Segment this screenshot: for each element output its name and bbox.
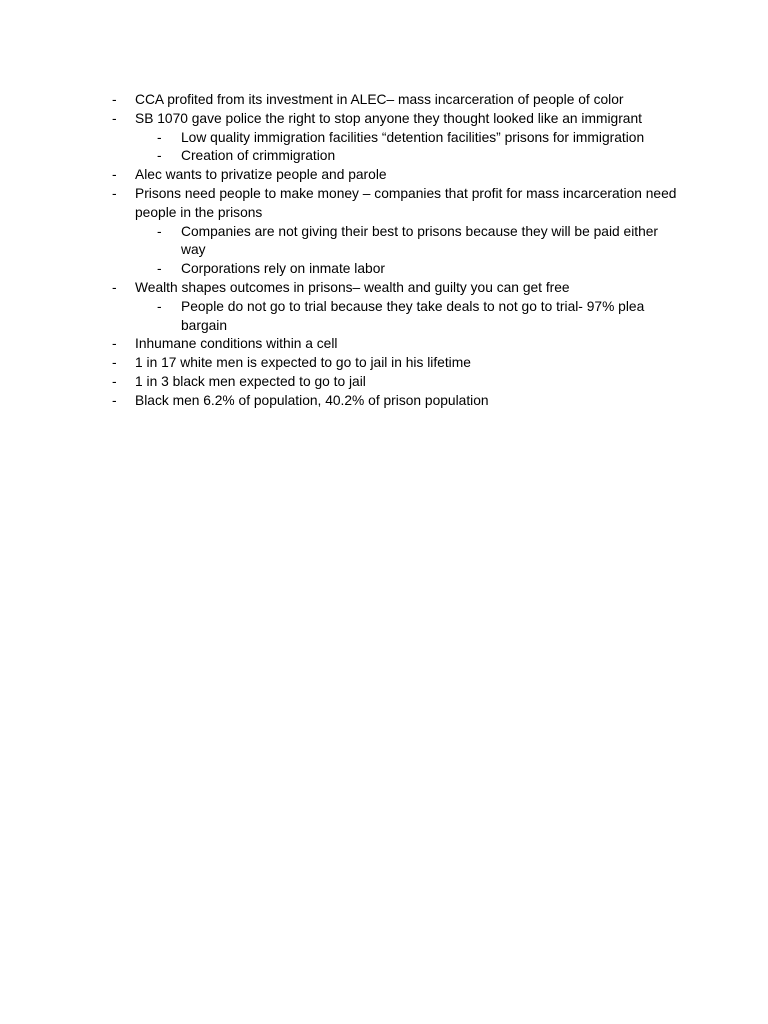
list-item	[0, 185, 768, 223]
bullet-dash: -	[112, 110, 117, 126]
bullet-dash: -	[112, 336, 117, 352]
bullet-dash: -	[157, 298, 162, 314]
list-item-text: Black men 6.2% of population, 40.2% of prison population	[135, 392, 489, 408]
notes-page	[0, 91, 768, 411]
bullet-dash: -	[112, 167, 117, 183]
bullet-dash: -	[112, 373, 117, 389]
sub-list-item	[0, 223, 768, 261]
bullet-dash: -	[112, 92, 117, 107]
list-item-text: Alec wants to privatize people and parole	[135, 167, 387, 183]
bullet-dash: -	[157, 148, 162, 164]
list-item-text: Corporations rely on inmate labor	[181, 261, 385, 277]
sub-list-item	[0, 298, 768, 336]
sub-list-item	[0, 260, 768, 279]
list-item-text: Low quality immigration facilities “detention facilities” prisons for immigration	[181, 129, 645, 145]
sub-list-item	[0, 129, 768, 148]
bullet-dash: -	[157, 261, 162, 277]
list-item-text: Prisons need people to make money – companies that profit for mass incarceration need people in the prisons	[135, 185, 677, 220]
list-item	[0, 91, 768, 110]
list-item	[0, 392, 768, 411]
bullet-dash: -	[157, 129, 162, 145]
list-item	[0, 335, 768, 354]
list-item	[0, 279, 768, 298]
list-item	[0, 373, 768, 392]
bullet-list	[0, 91, 768, 411]
list-item-text: 1 in 3 black men expected to go to jail	[135, 373, 366, 389]
list-item	[0, 110, 768, 129]
list-item-text: Creation of crimmigration	[181, 148, 336, 164]
bullet-dash: -	[157, 223, 162, 239]
list-item-text: Wealth shapes outcomes in prisons– wealth and guilty you can get free	[135, 279, 570, 295]
list-item-text: SB 1070 gave police the right to stop anyone they thought looked like an immigrant	[135, 110, 642, 126]
list-item	[0, 166, 768, 185]
bullet-dash: -	[112, 279, 117, 295]
list-item-text: CCA profited from its investment in ALEC– mass incarceration of people of color	[135, 92, 624, 107]
bullet-dash: -	[112, 185, 117, 201]
bullet-dash: -	[112, 355, 117, 371]
list-item	[0, 354, 768, 373]
list-item-text: Inhumane conditions within a cell	[135, 336, 338, 352]
sub-list-item	[0, 147, 768, 166]
list-item-text: 1 in 17 white men is expected to go to jail in his lifetime	[135, 355, 471, 371]
list-item-text: People do not go to trial because they take deals to not go to trial- 97% plea bargain	[181, 298, 645, 333]
list-item-text: Companies are not giving their best to prisons because they will be paid either way	[181, 223, 659, 258]
bullet-dash: -	[112, 392, 117, 408]
